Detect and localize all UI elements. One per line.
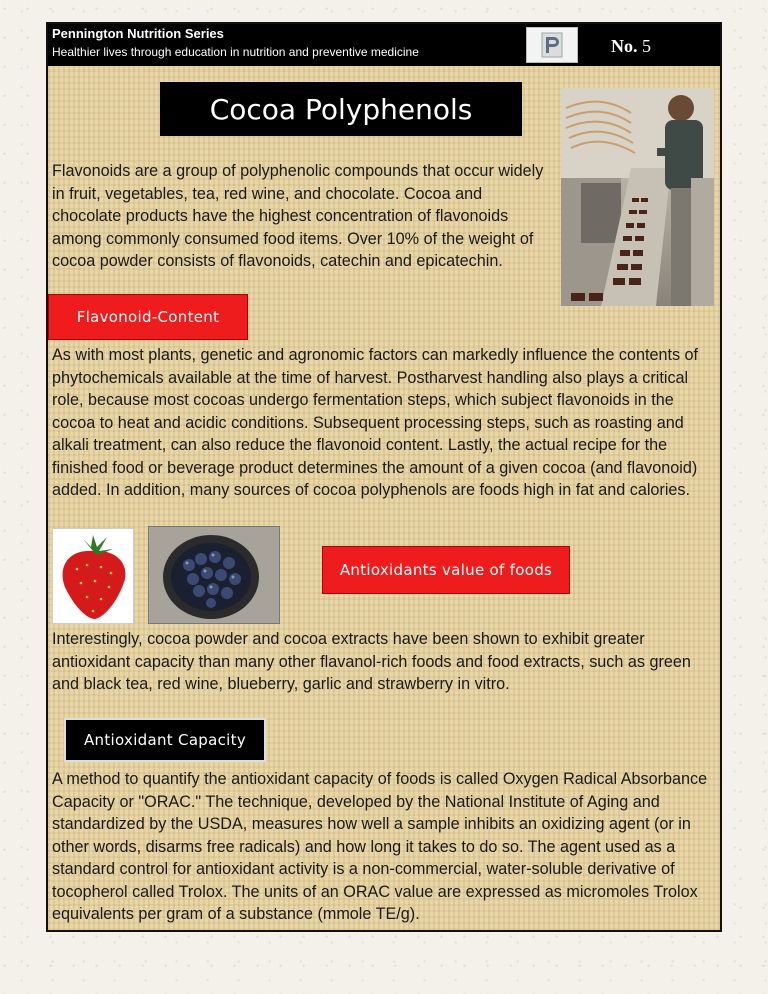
page-title: Cocoa Polyphenols — [160, 82, 522, 136]
series-header — [48, 24, 720, 66]
chocolate-factory-photo — [561, 88, 714, 306]
series-subtitle: Healthier lives through education in nutrition and preventive medicine — [52, 45, 419, 59]
blueberry-bowl-photo — [148, 526, 280, 624]
antioxidant-value-heading: Antioxidants value of foods — [322, 546, 570, 594]
issue-value: 5 — [642, 36, 651, 56]
antioxidant-capacity-heading: Antioxidant Capacity — [64, 718, 266, 762]
flavonoid-content-paragraph: As with most plants, genetic and agronomic factors can markedly influence the contents of phytochemicals available at the time of harvest. Postharvest handling also plays a critical role, because most cocoas undergo fermentation steps, which subject flavonoids in the cocoa to heat and acidic conditions. Subsequent processing steps, such as roasting and alkali treatment, can also reduce the flavonoid content. Lastly, the actual recipe for the finished food or beverage product determines the amount of a given cocoa (and flavonoid) added. In addition, many sources of cocoa polyphenols are foods high in fat and calories. — [52, 346, 699, 499]
series-title: Pennington Nutrition Series — [52, 26, 224, 41]
strawberry-photo — [52, 528, 134, 624]
issue-label: No. — [611, 36, 638, 56]
antioxidant-capacity-paragraph: A method to quantify the antioxidant capacity of foods is called Oxygen Radical Absorbance Capacity or "ORAC." The technique, developed by the National Institute of Aging and standardized by the USDA, measures how well a sample inhibits an oxidizing agent (or in other words, disarms free radicals) and how long it takes to do so. The agent used as a standard control for antioxidant activity is a non-commercial, water-soluble derivative of tocopherol called Trolox. The units of an ORAC value are expressed as micromoles Trolox equivalents per gram of a substance (mmole TE/g). — [52, 770, 708, 923]
issue-number — [611, 36, 651, 57]
antioxidant-value-paragraph: Interestingly, cocoa powder and cocoa extracts have been shown to exhibit greater antioxidant capacity than many other flavanol-rich foods and food extracts, such as green and black tea, red wine, blueberry, garlic and strawberry in vitro. — [52, 630, 691, 693]
flavonoid-content-heading: Flavonoid-Content — [48, 294, 248, 340]
newsletter-page — [46, 22, 722, 932]
center-logo — [526, 27, 578, 63]
intro-paragraph: Flavonoids are a group of polyphenolic compounds that occur widely in fruit, vegetables, tea, red wine, and chocolate. Cocoa and chocolate products have the highest concentration of flavonoids among commonly consumed food items. Over 10% of the weight of cocoa powder consists of flavonoids, catechin and epicatechin. — [52, 162, 544, 270]
